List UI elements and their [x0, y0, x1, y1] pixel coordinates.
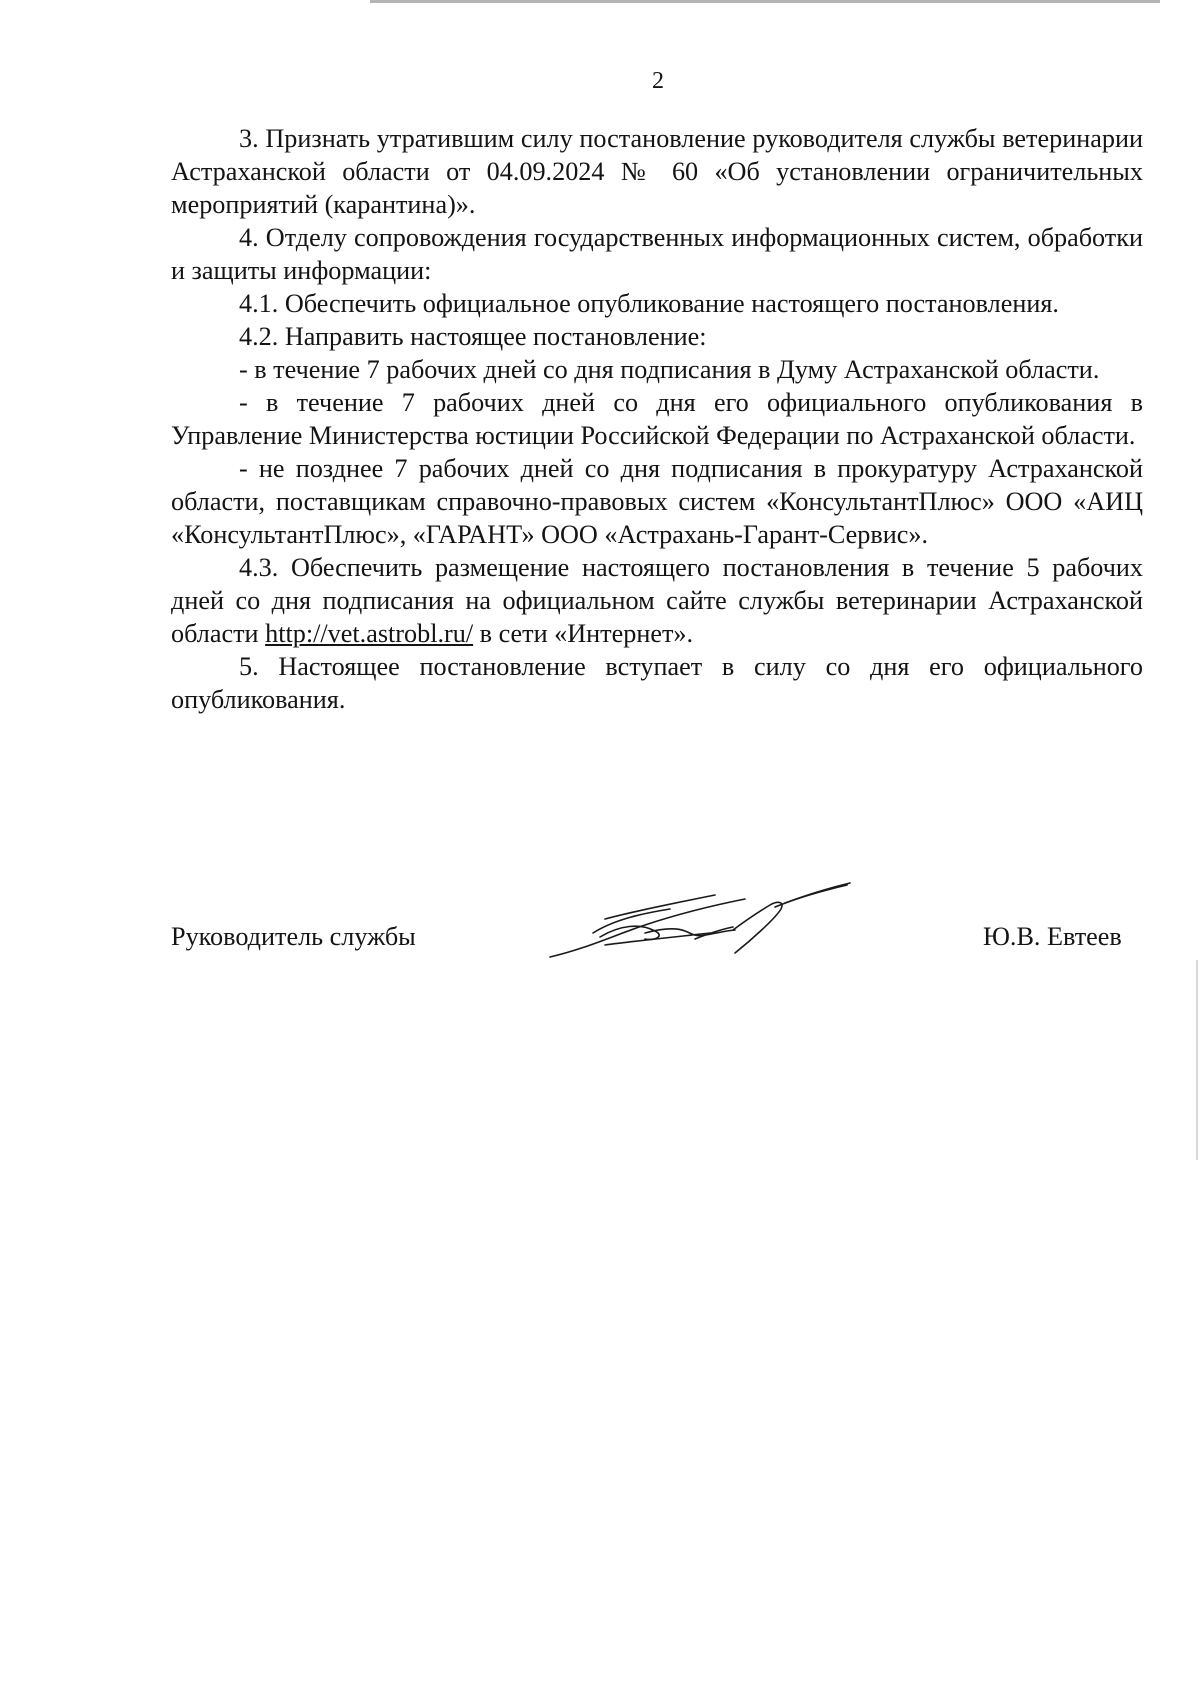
paragraph-4-2-duma: - в течение 7 рабочих дней со дня подписания в Думу Астраханской области. [239, 355, 1100, 384]
paragraph-4-3 [171, 551, 1143, 650]
paragraph-4-1: 4.1. Обеспечить официальное опубликование настоящего постановления. [239, 289, 1059, 318]
paragraph-4-2: 4.2. Направить настоящее постановление: [239, 322, 707, 351]
handwritten-signature [545, 875, 865, 975]
paragraph-4-2-prosecutor: - не позднее 7 рабочих дней со дня подписания в прокуратуру Астраханской области, поставщикам справочно-правовых систем «КонсультантПлюс» ООО «АИЦ «КонсультантПлюс», «ГАРАНТ» ООО «Астрахань-Гарант-Сервис». [171, 454, 1143, 549]
paragraph-4: 4. Отделу сопровождения государственных информационных систем, обработки и защиты информации: [171, 223, 1143, 285]
website-link[interactable]: http://vet.astrobl.ru/ [265, 619, 474, 648]
paragraph-5: 5. Настоящее постановление вступает в силу со дня его официального опубликования. [171, 652, 1143, 714]
paragraph-3: 3. Признать утратившим силу постановление руководителя службы ветеринарии Астраханской области от 04.09.2024 № 60 «Об установлении ограничительных мероприятий (карантина)». [171, 124, 1143, 219]
paragraph-4-3-tail: в сети «Интернет». [473, 619, 694, 648]
signer-position: Руководитель службы [171, 922, 416, 951]
scan-edge-right [1196, 960, 1198, 1160]
paragraph-4-2-justice: - в течение 7 рабочих дней со дня его официального опубликования в Управление Министерства юстиции Российской Федерации по Астраханской области. [171, 388, 1143, 450]
page-number: 2 [652, 68, 664, 94]
signer-name: Ю.В. Евтеев [983, 922, 1122, 951]
paragraph-4-3-text: 4.3. Обеспечить размещение настоящего постановления в течение 5 рабочих дней со дня подписания на официальном сайте службы ветеринарии Астраханской области [171, 553, 1143, 648]
scan-edge-top [370, 0, 1160, 3]
document-body [171, 122, 1143, 716]
